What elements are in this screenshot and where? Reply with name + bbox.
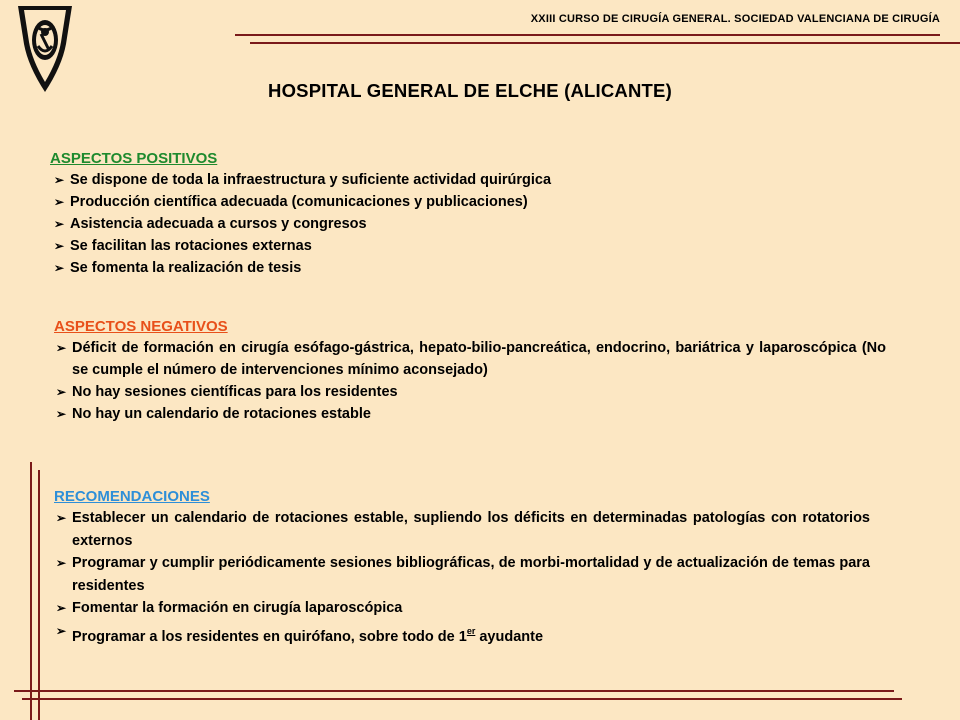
- bullet-arrow-icon: ➢: [54, 217, 65, 231]
- heading-recomendaciones: RECOMENDACIONES: [54, 488, 210, 505]
- list-item: ➢ Se facilitan las rotaciones externas: [52, 235, 890, 257]
- section-positivos: [50, 150, 890, 279]
- list-item: ➢ Déficit de formación en cirugía esófago-gástrica, hepato-bilio-pancreática, endocrino, bariátrica y laparoscópica (No se cumple el número de intervenciones mínimo aconsejado): [54, 337, 886, 381]
- list-item: ➢ Programar y cumplir periódicamente sesiones bibliográficas, de morbi-mortalidad y de actualización de temas para residentes: [54, 552, 870, 597]
- list-item: ➢ No hay un calendario de rotaciones estable: [54, 403, 886, 425]
- bullet-arrow-icon: ➢: [56, 556, 67, 570]
- left-rule-inner: [38, 470, 40, 720]
- bullet-arrow-icon: ➢: [56, 601, 67, 615]
- heading-negativos: ASPECTOS NEGATIVOS: [54, 318, 228, 335]
- list-positivos: [52, 169, 890, 279]
- list-item: ➢ Fomentar la formación en cirugía laparoscópica: [54, 597, 870, 620]
- bullet-arrow-icon: ➢: [56, 341, 67, 355]
- list-negativos: [54, 337, 886, 425]
- section-negativos: [54, 318, 886, 425]
- bullet-arrow-icon: ➢: [54, 173, 65, 187]
- heading-positivos: ASPECTOS POSITIVOS: [50, 150, 218, 167]
- list-item: ➢ Programar a los residentes en quirófano, sobre todo de 1er ayudante: [54, 620, 870, 649]
- header-rule-bottom: [250, 42, 960, 44]
- page-title: HOSPITAL GENERAL DE ELCHE (ALICANTE): [268, 80, 672, 101]
- list-item: ➢ Asistencia adecuada a cursos y congresos: [52, 213, 890, 235]
- bullet-arrow-icon: ➢: [54, 195, 65, 209]
- ordinal-superscript: er: [466, 625, 476, 636]
- header-rule-top: [235, 34, 940, 36]
- bullet-arrow-icon: ➢: [54, 239, 65, 253]
- bullet-arrow-icon: ➢: [56, 623, 67, 638]
- section-recomendaciones: [54, 488, 870, 648]
- bullet-arrow-icon: ➢: [56, 407, 67, 421]
- list-item: ➢ Se fomenta la realización de tesis: [52, 257, 890, 279]
- left-rule-outer: [30, 462, 32, 720]
- bullet-arrow-icon: ➢: [56, 385, 67, 399]
- footer-rule-bottom: [22, 698, 902, 700]
- list-recomendaciones: [54, 507, 870, 648]
- list-item: ➢ Producción científica adecuada (comunicaciones y publicaciones): [52, 191, 890, 213]
- list-item: ➢ No hay sesiones científicas para los residentes: [54, 381, 886, 403]
- course-header: XXIII CURSO DE CIRUGÍA GENERAL. SOCIEDAD VALENCIANA DE CIRUGÍA: [530, 13, 940, 25]
- list-item: ➢ Se dispone de toda la infraestructura y suficiente actividad quirúrgica: [52, 169, 890, 191]
- footer-rule-top: [14, 690, 894, 692]
- bullet-arrow-icon: ➢: [56, 511, 67, 525]
- list-item: ➢ Establecer un calendario de rotaciones estable, supliendo los déficits en determinadas patologías con rotatorios externos: [54, 507, 870, 552]
- bullet-arrow-icon: ➢: [54, 261, 65, 275]
